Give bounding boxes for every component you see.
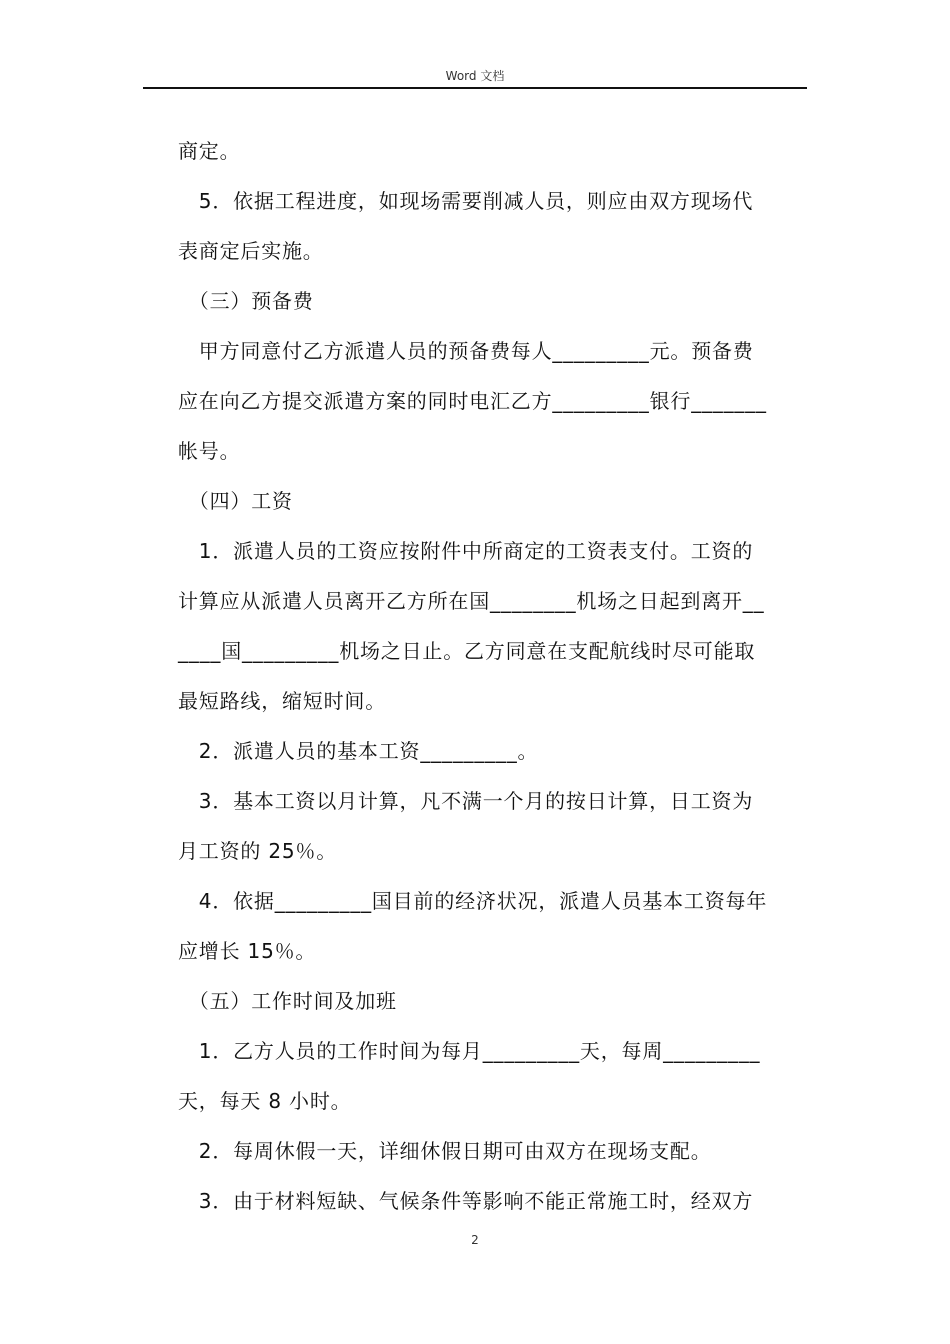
text-line: 1．派遣人员的工资应按附件中所商定的工资表支付。工资的 xyxy=(178,539,754,563)
text-line: 月工资的 25％。 xyxy=(178,839,338,863)
text-line: 表商定后实施。 xyxy=(178,239,324,263)
section-heading: （四）工资 xyxy=(178,489,293,513)
text-line: 2．派遣人员的基本工资_________。 xyxy=(178,739,539,763)
header-divider xyxy=(143,87,807,89)
text-line: 计算应从派遣人员离开乙方所在国________机场之日起到离开__ xyxy=(178,589,765,613)
text-line: 商定。 xyxy=(178,139,241,163)
text-line: ____国_________机场之日止。乙方同意在支配航线时尽可能取 xyxy=(178,639,756,663)
text-line: 1．乙方人员的工作时间为每月_________天，每周_________ xyxy=(178,1039,761,1063)
document-body xyxy=(178,126,806,1226)
text-line: 4．依据_________国目前的经济状况，派遣人员基本工资每年 xyxy=(178,889,768,913)
text-line: 3．基本工资以月计算，凡不满一个月的按日计算，日工资为 xyxy=(178,789,754,813)
text-line: 3．由于材料短缺、气候条件等影响不能正常施工时，经双方 xyxy=(178,1189,754,1213)
text-line: 5．依据工程进度，如现场需要削减人员，则应由双方现场代 xyxy=(178,189,754,213)
text-line: 甲方同意付乙方派遣人员的预备费每人_________元。预备费 xyxy=(178,339,754,363)
text-line: 2．每周休假一天，详细休假日期可由双方在现场支配。 xyxy=(178,1139,712,1163)
text-line: 最短路线，缩短时间。 xyxy=(178,689,386,713)
page-number: 2 xyxy=(471,1233,479,1247)
text-line: 帐号。 xyxy=(178,439,241,463)
text-line: 天，每天 8 小时。 xyxy=(178,1089,352,1113)
text-line: 应在向乙方提交派遣方案的同时电汇乙方_________银行_______ xyxy=(178,389,767,413)
section-heading: （五）工作时间及加班 xyxy=(178,989,397,1013)
text-line: 应增长 15％。 xyxy=(178,939,317,963)
section-heading: （三）预备费 xyxy=(178,289,314,313)
page-header-title: Word 文档 xyxy=(445,69,505,83)
